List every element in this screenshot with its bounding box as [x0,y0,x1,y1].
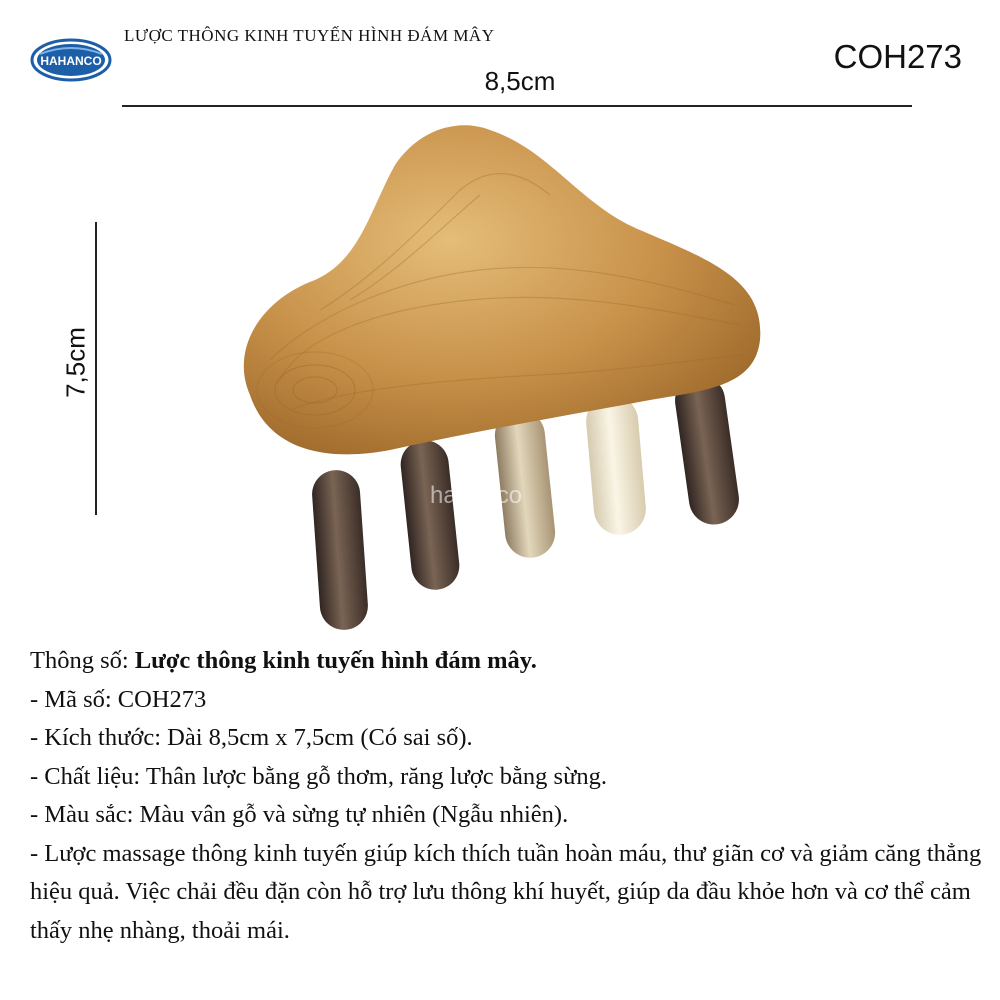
width-dimension-line [122,105,912,107]
spec-size-line: - Kích thước: Dài 8,5cm x 7,5cm (Có sai số). [30,724,473,751]
header-title: LƯỢC THÔNG KINH TUYẾN HÌNH ĐÁM MÂY [124,26,495,45]
spec-intro-title: Lược thông kinh tuyến hình đám mây. [134,647,537,674]
hahanco-logo [30,38,112,82]
watermark-text: hahanco [430,482,523,509]
height-dimension-line [95,222,97,515]
spec-description-line: - Lược massage thông kinh tuyến giúp kích thích tuần hoàn máu, thư giãn cơ và giảm căng thẳng hiệu quả. Việc chải đều đặn còn hỗ trợ lưu thông khí huyết, giúp da đầu khỏe hơn và cơ thể cảm thấy nhẹ nhàng, thoải mái. [30,839,982,944]
product-code: COH273 [833,38,962,75]
spec-code-line: - Mã số: COH273 [30,685,207,713]
spec-section [30,642,990,950]
spec-intro-label: Thông số: [30,647,135,674]
height-dimension-label: 7,5cm [60,327,91,398]
cloud-comb-image [220,110,780,640]
width-dimension-label: 8,5cm [484,66,556,96]
spec-color-line: - Màu sắc: Màu vân gỗ và sừng tự nhiên (Ngẫu nhiên). [30,801,569,828]
spec-intro [30,642,990,681]
spec-material-line: - Chất liệu: Thân lược bằng gỗ thơm, răng lược bằng sừng. [30,762,607,790]
logo-text: HAHANCO [40,54,102,68]
